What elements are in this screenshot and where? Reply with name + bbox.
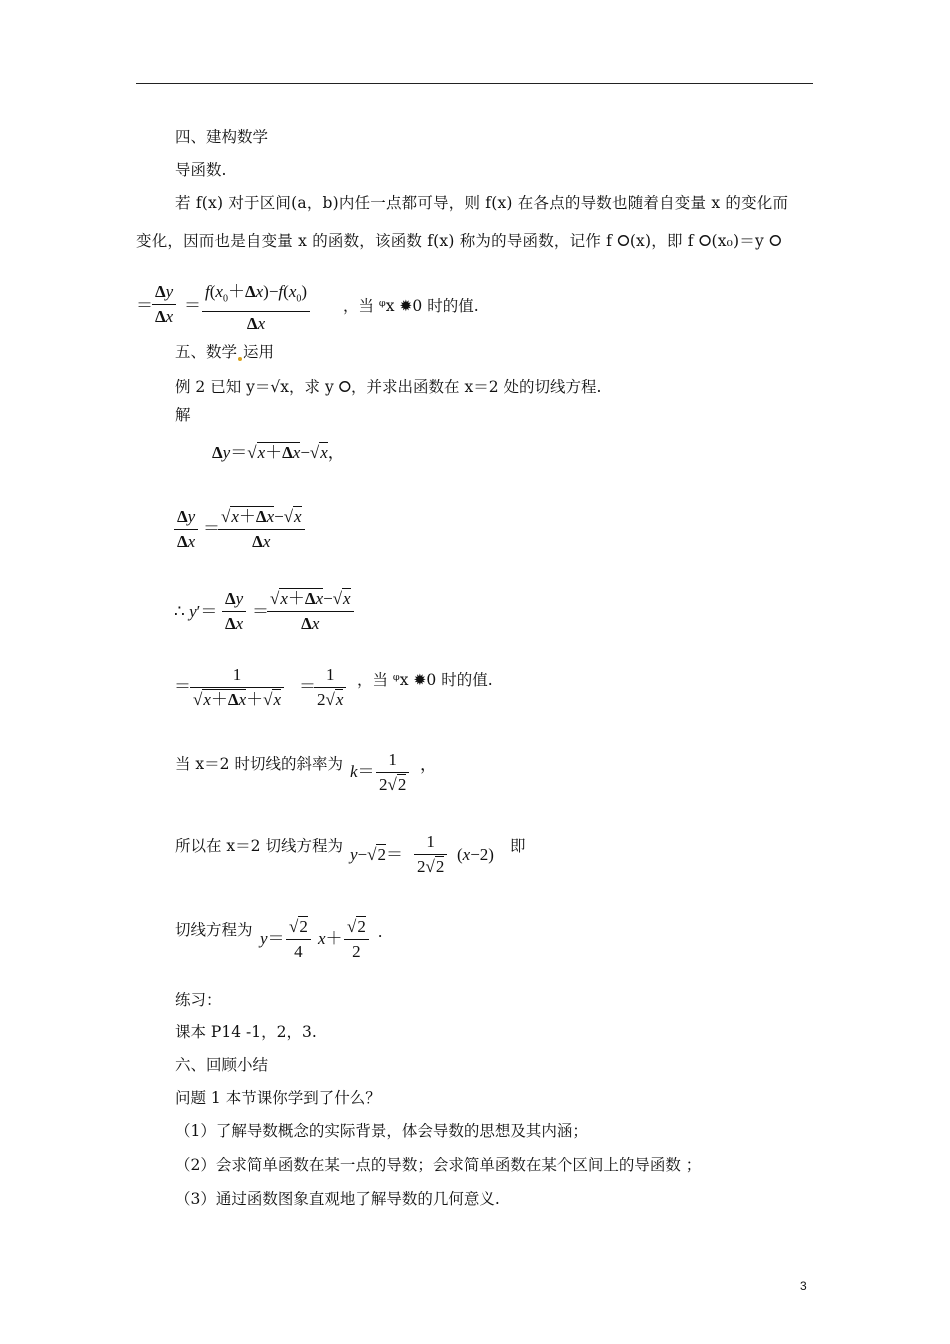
section-4-subtitle: 导函数. xyxy=(175,161,227,179)
period: . xyxy=(378,922,383,941)
summary-item-2: （2）会求简单函数在某一点的导数；会求简单函数在某个区间上的导函数 ； xyxy=(175,1156,702,1174)
fraction-root2-over-4: $\frac{√2}{4}$ xyxy=(286,915,311,964)
tangent-rhs: (x−2) xyxy=(457,845,494,864)
section-4-title: 四、建构数学 xyxy=(175,128,269,146)
practice-items: 课本 P14 -1，2，3. xyxy=(175,1023,317,1041)
summary-item-1: （1）了解导数概念的实际背景，体会导数的思想及其内涵； xyxy=(175,1122,588,1140)
delta-y-expression: Δy＝√x＋Δx−√x， xyxy=(212,443,345,462)
question-1: 问题 1 本节课你学到了什么？ xyxy=(175,1089,381,1107)
equation-text: 切线方程为 xyxy=(175,921,253,939)
example-2: 例 2 已知 y＝√x，求 y ⭘，并求出函数在 x＝2 处的切线方程. xyxy=(175,378,602,396)
equals-sign: ＝ xyxy=(174,677,191,696)
solution-label: 解 xyxy=(175,406,191,424)
slope-k: k＝ xyxy=(350,762,375,781)
summary-item-3: （3）通过函数图象直观地了解导数的几何意义. xyxy=(175,1190,500,1208)
fraction-tangent: $\frac{1}{2√2}$ xyxy=(414,830,447,879)
fraction-dy-dx-3: $\frac{\Delta y}{\Delta x}$ xyxy=(222,587,246,636)
fraction-difference-quotient: $\frac{f(x_0+\Delta x)-f(x_0)}{\Delta x}$ xyxy=(202,280,310,336)
section-5-title: 五、数学 运用 xyxy=(175,343,275,361)
equation-x-plus: x＋ xyxy=(318,929,343,948)
equals-sign: ＝ xyxy=(299,677,316,696)
equation-y: y＝ xyxy=(260,929,285,948)
definition-paragraph-line1: 若 f(x) 对于区间(a，b)内任一点都可导，则 f(x) 在各点的导数也随着自变量 x 的变化而 xyxy=(175,194,789,212)
header-rule xyxy=(136,83,813,84)
tangent-lhs: y−√2＝ xyxy=(350,845,403,864)
page-number: 3 xyxy=(800,1279,807,1293)
tangent-tail: 即 xyxy=(510,837,526,855)
therefore-y-prime: ∴ y′＝ xyxy=(174,602,218,621)
fraction-root-difference-2: $\frac{√x+\Delta x-√x}{\Delta x}$ xyxy=(267,587,354,636)
fraction-rationalized: $\frac{1}{√x+\Delta x+√x}$ xyxy=(190,663,284,712)
fraction-root-difference: $\frac{√x+\Delta x-√x}{\Delta x}$ xyxy=(218,505,305,554)
equals-sign: ＝ xyxy=(252,602,269,621)
fraction-dy-dx-2: $\frac{\Delta y}{\Delta x}$ xyxy=(174,505,198,554)
comma: ， xyxy=(420,755,437,774)
definition-tail: ，当 ᵠx ✹0 时的值. xyxy=(343,297,479,315)
marker-dot xyxy=(238,357,242,361)
equals-sign: ＝ xyxy=(136,296,153,315)
practice-title: 练习： xyxy=(175,991,222,1009)
fraction-root2-over-2: $\frac{√2}{2}$ xyxy=(344,915,369,964)
fraction-dy-dx: $\frac{\Delta y}{\Delta x}$ xyxy=(152,280,176,329)
equals-sign: ＝ xyxy=(184,296,201,315)
tangent-text: 所以在 x＝2 切线方程为 xyxy=(175,837,343,855)
fraction-slope: $\frac{1}{2√2}$ xyxy=(376,748,409,797)
section-6-title: 六、回顾小结 xyxy=(175,1056,269,1074)
fraction-one-over-2-root-x: $\frac{1}{2√x}$ xyxy=(314,663,346,712)
definition-paragraph-line2: 变化，因而也是自变量 x 的函数，该函数 f(x) 称为的导函数，记作 f ⭘(x)，即 f ⭘(x₀)＝y ⭘ xyxy=(136,232,782,250)
equals-sign: ＝ xyxy=(203,519,220,538)
result-tail: ，当 ᵠx ✹0 时的值. xyxy=(357,671,493,689)
slope-text: 当 x＝2 时切线的斜率为 xyxy=(175,755,343,773)
